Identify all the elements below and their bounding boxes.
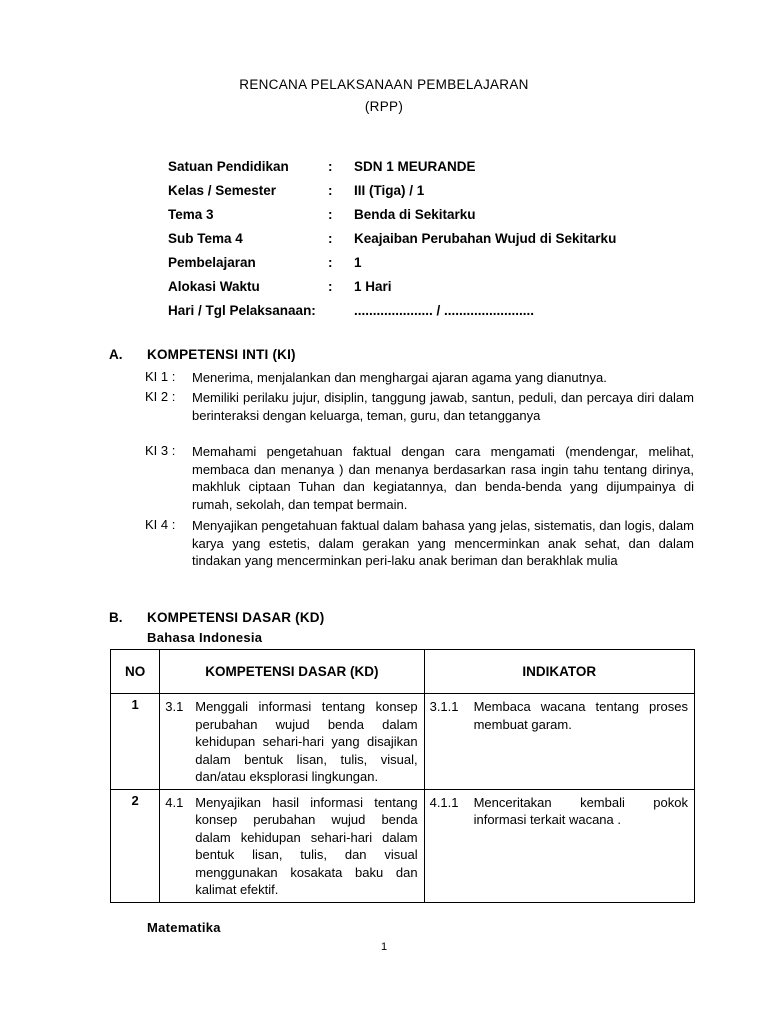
ki-text: Memahami pengetahuan faktual dengan cara mengamati (mendengar, melihat, membaca dan menanya ) dan menanya berdasarkan rasa ingin tahu tentang dirinya, makhluk ciptaan Tuhan dan kegiatannya, dan benda-benda yang dijumpainya di rumah, sekolah, dan tempat bermain. xyxy=(192,444,694,512)
kd-text: Menyajikan hasil informasi tentang konsep perubahan wujud benda dalam kehidupan sehari-hari dalam bentuk lisan, tulis, dan visual menggunakan kosakata baku dan kalimat efektif. xyxy=(195,794,418,897)
table-row xyxy=(111,789,695,902)
identity-colon: : xyxy=(328,159,333,174)
document-title: RENCANA PELAKSANAAN PEMBELAJARAN xyxy=(239,77,529,92)
ki-code: KI 2 : xyxy=(145,389,176,404)
subject-heading: Bahasa Indonesia xyxy=(147,630,263,645)
row-number: 1 xyxy=(111,694,160,790)
ki-code: KI 3 : xyxy=(145,443,176,458)
identity-label: Satuan Pendidikan xyxy=(168,159,289,174)
document-subtitle: (RPP) xyxy=(364,99,404,114)
identity-value: III (Tiga) / 1 xyxy=(354,183,425,198)
ki-text: Memiliki perilaku jujur, disiplin, tanggung jawab, santun, peduli, dan percaya diri dalam berinteraksi dengan keluarga, teman, guru, dan tetangganya xyxy=(192,390,694,423)
column-header-kd: KOMPETENSI DASAR (KD) xyxy=(160,650,424,694)
identity-colon: : xyxy=(328,255,333,270)
ki-text: Menerima, menjalankan dan menghargai ajaran agama yang dianutnya. xyxy=(192,370,607,385)
ki-code: KI 4 : xyxy=(145,517,176,532)
section-a-letter: A. xyxy=(109,347,123,362)
indikator-text: Membaca wacana tentang proses membuat garam. xyxy=(473,699,688,732)
kd-number: 4.1 xyxy=(165,794,184,810)
indikator-cell xyxy=(424,789,694,902)
identity-colon: : xyxy=(328,231,333,246)
row-number: 2 xyxy=(111,789,160,902)
identity-value: Benda di Sekitarku xyxy=(354,207,476,222)
kd-number: 3.1 xyxy=(165,699,184,714)
identity-label: Sub Tema 4 xyxy=(168,231,243,246)
identity-label: Kelas / Semester xyxy=(168,183,277,198)
indikator-number: 3.1.1 xyxy=(429,699,459,714)
column-header-no: NO xyxy=(111,650,160,694)
next-subject-heading: Matematika xyxy=(147,920,221,935)
ki-text: Menyajikan pengetahuan faktual dalam bahasa yang jelas, sistematis, dan logis, dalam karya yang estetis, dalam gerakan yang mencerminkan anak sehat, dan dalam tindakan yang mencerminkan peri-laku anak beriman dan berakhlak mulia xyxy=(192,518,694,568)
identity-label: Tema 3 xyxy=(168,207,214,222)
section-b-letter: B. xyxy=(109,610,123,625)
identity-label: Pembelajaran xyxy=(168,255,256,270)
identity-value: SDN 1 MEURANDE xyxy=(354,159,476,174)
indikator-text: Menceritakan kembali pokok informasi terkait wacana . xyxy=(473,794,688,827)
identity-value: ..................... / ........................ xyxy=(354,303,535,318)
kd-cell xyxy=(160,789,424,902)
identity-colon: : xyxy=(328,183,333,198)
indikator-number: 4.1.1 xyxy=(429,794,459,810)
table-header-row xyxy=(111,650,695,694)
kd-cell xyxy=(160,694,424,790)
ki-code: KI 1 : xyxy=(145,369,176,384)
table-row xyxy=(111,694,695,790)
identity-colon: : xyxy=(328,279,333,294)
column-header-indikator: INDIKATOR xyxy=(424,650,694,694)
identity-value: Keajaiban Perubahan Wujud di Sekitarku xyxy=(354,231,617,246)
identity-label: Hari / Tgl Pelaksanaan: xyxy=(168,303,316,318)
identity-label: Alokasi Waktu xyxy=(168,279,260,294)
kd-table xyxy=(110,649,695,903)
section-b-title: KOMPETENSI DASAR (KD) xyxy=(147,610,325,625)
page-number: 1 xyxy=(380,941,388,953)
identity-value: 1 Hari xyxy=(354,279,392,294)
section-a-title: KOMPETENSI INTI (KI) xyxy=(147,347,296,362)
identity-colon: : xyxy=(328,207,333,222)
kd-text: Menggali informasi tentang konsep perubahan wujud benda dalam kehidupan sehari-hari yang disajikan dalam bentuk lisan, tulis, visual, dan/atau eksplorasi lingkungan. xyxy=(195,699,418,784)
identity-value: 1 xyxy=(354,255,362,270)
indikator-cell xyxy=(424,694,694,790)
